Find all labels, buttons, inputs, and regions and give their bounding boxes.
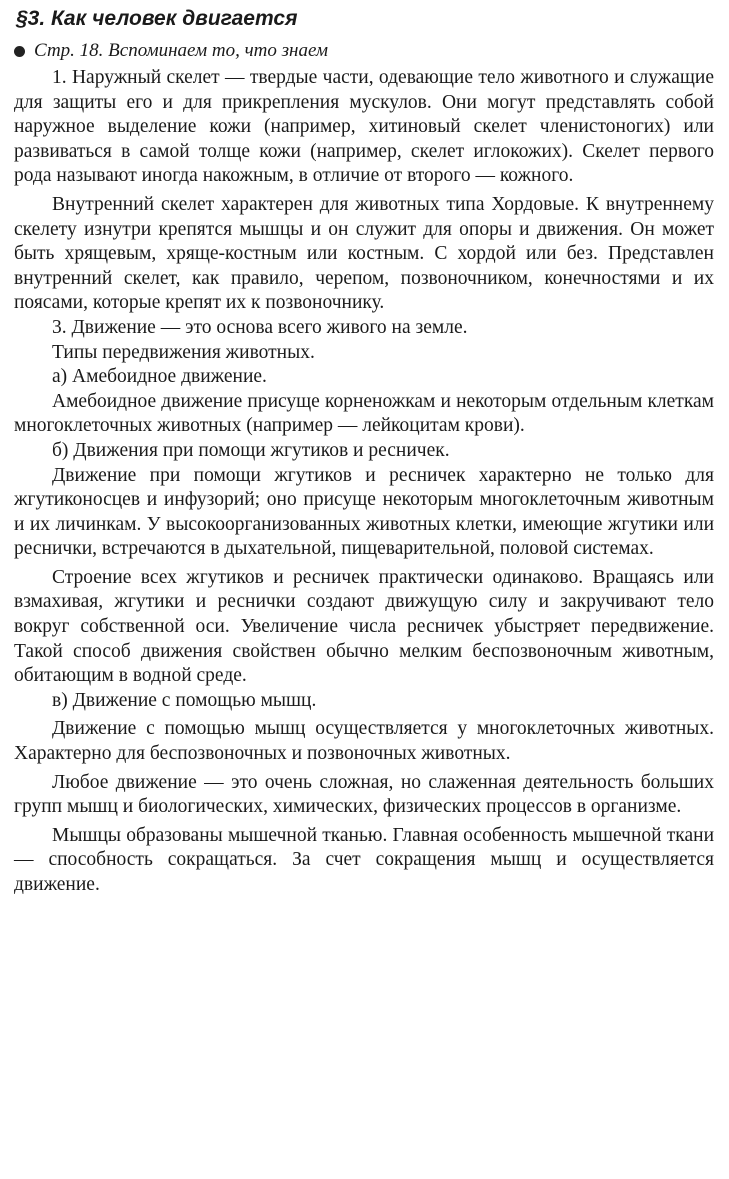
subheading-amoeboid: а) Амебоидное движение. (52, 366, 267, 388)
bullet-icon (14, 46, 25, 57)
paragraph-flagella: Движение при помощи жгутиков и ресничек характерно не только для жгутиконосцев и инфузорий; оно присуще некоторым многоклеточным животным и их личинкам. У высокоорганизованных животных клетки, имеющие жгутики или реснички, встречаются в дыхательной, пищеварительной, половой системах. (14, 464, 714, 560)
paragraph-external-skeleton: 1. Наружный скелет — твердые части, одевающие тело животного и служащие для защиты его и для прикрепления мускулов. Они могут представлять собой наружное выделение кожи (например, хитиновый скелет членистоногих) или развиваться в самой толще кожи (например, скелет иглокожих). Скелет первого рода называют иногда накожным, в отличие от второго — кожного. (14, 67, 714, 187)
subheading-flagella: б) Движения при помощи жгутиков и ресничек. (52, 439, 450, 461)
paragraph-any-movement: Любое движение — это очень сложная, но слаженная деятельность больших групп мышц и биологических, химических, физических процессов в организме. (14, 771, 714, 818)
paragraph-movement-types: Типы передвижения животных. (52, 341, 315, 363)
paragraph-muscle-tissue: Мышцы образованы мышечной тканью. Главная особенность мышечной ткани — способность сокращаться. За счет сокращения мышц и осуществляется движение. (14, 824, 714, 895)
section-subtitle: Стр. 18. Вспоминаем то, что знаем (34, 40, 329, 61)
section-title: §3. Как человек двигается (16, 7, 298, 30)
paragraph-flagella-structure: Строение всех жгутиков и ресничек практически одинаково. Вращаясь или взмахивая, жгутики и реснички создают движущую силу и закручивают тело вокруг собственной оси. Увеличение числа ресничек убыстряет передвижение. Такой способ движения свойствен обычно мелким беспозвоночным животным, обитающим в водной среде. (14, 566, 714, 687)
paragraph-muscles: Движение с помощью мышц осуществляется у многоклеточных животных. Характерно для беспозвоночных и позвоночных животных. (14, 718, 714, 765)
subheading-muscles: в) Движение с помощью мышц. (52, 689, 317, 711)
paragraph-amoeboid: Амебоидное движение присуще корненожкам и некоторым отдельным клеткам многоклеточных животных (например — лейкоцитам крови). (14, 390, 714, 437)
paragraph-movement-basis: 3. Движение — это основа всего живого на земле. (52, 316, 468, 338)
textbook-page (14, 6, 714, 898)
section-subtitle-row (14, 40, 714, 62)
paragraph-internal-skeleton: Внутренний скелет характерен для животных типа Хордовые. К внутреннему скелету изнутри крепятся мышцы и он служит для опоры и движения. Он может быть хрящевым, хряще-костным или костным. С хордой или без. Представлен внутренний скелет, как правило, черепом, позвоночником, конечностями и их поясами, которые крепят их к позвоночнику. (14, 193, 714, 314)
